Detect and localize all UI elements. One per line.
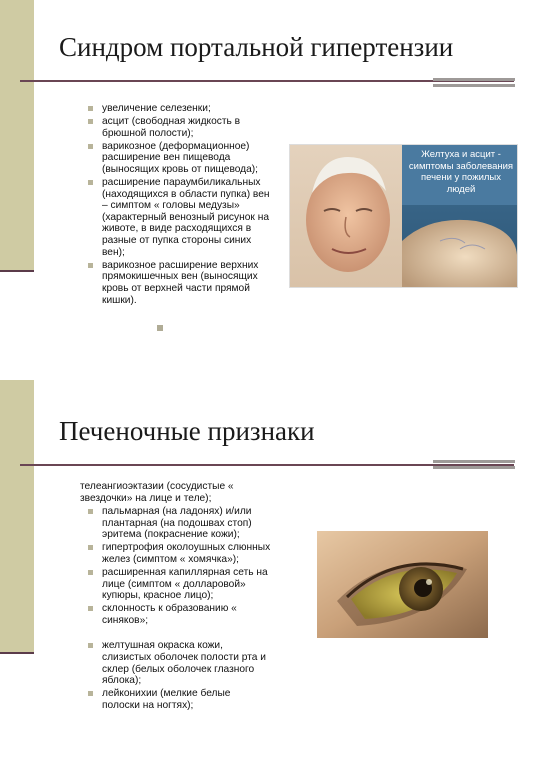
sign-list (86, 506, 271, 713)
list-item: расширенная капиллярная сеть на лице (симптом « долларовой» купюры, красное лицо); (86, 567, 271, 602)
title-stripe (433, 466, 515, 469)
bullet-square-icon (88, 144, 93, 149)
bullet-square-icon (88, 545, 93, 550)
slide-sidebar-accent (0, 0, 34, 272)
bullet-square-icon (88, 106, 93, 111)
slide-sidebar-accent (0, 380, 34, 652)
bullet-square-icon (88, 263, 93, 268)
title-stripe (433, 460, 515, 463)
intro-sign: телеангиоэктазии (сосудистые « звездочки» на лице и теле); (80, 481, 234, 504)
symptom-list (86, 103, 276, 308)
list-item: увеличение селезенки; (86, 103, 276, 115)
list-item: склонность к образованию « синяков»; (86, 603, 271, 626)
list-item: асцит (свободная жидкость в брюшной полости); (86, 116, 276, 139)
bullet-square-icon (88, 570, 93, 575)
slide-title: Синдром портальной гипертензии (59, 32, 454, 62)
photo-caption: Желтуха и асцит - симптомы заболевания печени у пожилых людей (408, 149, 514, 195)
list-item: лейконихии (мелкие белые полоски на ногтях); (86, 688, 271, 711)
bullet-square-icon (88, 180, 93, 185)
title-stripe (433, 78, 515, 81)
bullet-square-icon (88, 119, 93, 124)
sidebar-divider (0, 270, 34, 272)
jaundiced-eye-photo (317, 531, 488, 638)
bullet-square-icon (157, 325, 163, 331)
bullet-square-icon (88, 691, 93, 696)
patient-photo (289, 144, 518, 288)
sidebar-divider (0, 652, 34, 654)
bullet-square-icon (88, 643, 93, 648)
slide-portal-hypertension (0, 0, 543, 380)
list-item: гипертрофия околоушных слюнных желез (симптом « хомячка»); (86, 542, 271, 565)
list-item: расширение параумбиликальных (находящихся в области пупка) вен – симптом « головы медузы» (характерный венозный рисунок на животе, в виде расходящихся в разные от пупка стороны синих вен); (86, 177, 276, 258)
list-item: пальмарная (на ладонях) и/или плантарная (на подошвах стоп) эритема (покраснение кожи); (86, 506, 271, 541)
list-item: желтушная окраска кожи, слизистых оболочек полости рта и склер (белых оболочек глазного яблока); (86, 640, 271, 686)
bullet-square-icon (88, 509, 93, 514)
list-item: варикозное расширение верхних прямокишечных вен (выносящих кровь от верхней части прямой кишки). (86, 260, 276, 306)
title-stripe (433, 84, 515, 87)
eye-photo-illustration (317, 531, 488, 638)
slide-title: Печеночные признаки (59, 416, 315, 446)
bullet-square-icon (88, 606, 93, 611)
list-item: варикозное (деформационное) расширение вен пищевода (выносящих кровь от пищевода); (86, 141, 276, 176)
